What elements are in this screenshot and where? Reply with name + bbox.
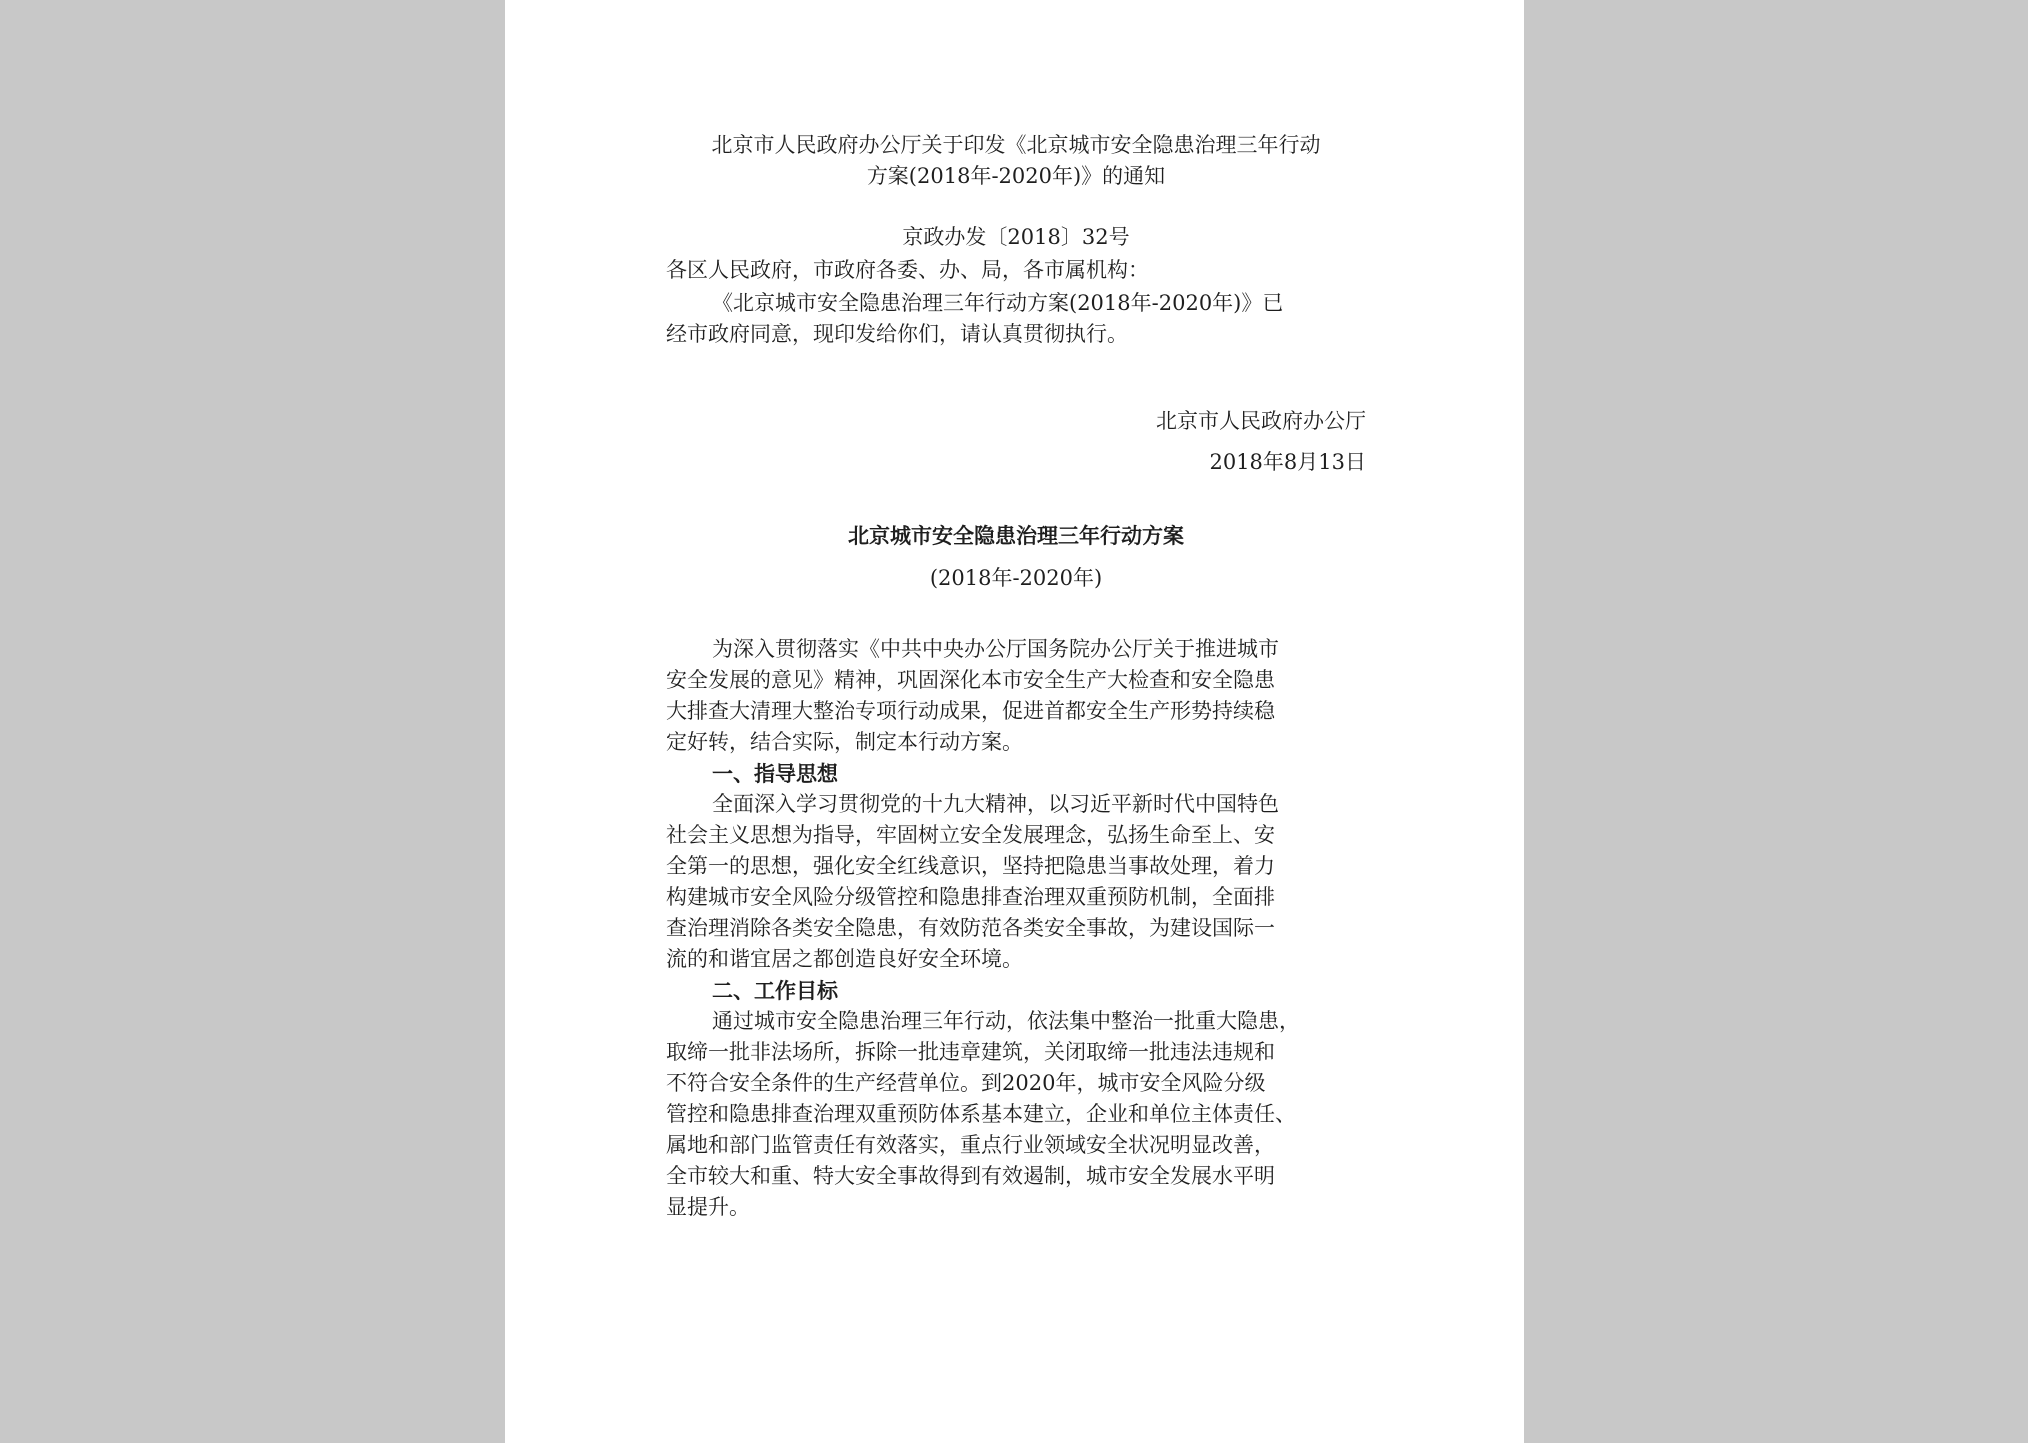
notice-title-line-1: 北京市人民政府办公厅关于印发《北京城市安全隐患治理三年行动	[711, 133, 1321, 157]
issue-date: 2018年8月13日	[1209, 450, 1366, 474]
section-1-line: 流的和谐宜居之都创造良好安全环境。	[666, 947, 1023, 971]
notice-title-line-2: 方案(2018年-2020年)》的通知	[866, 164, 1166, 188]
page-content	[666, 130, 1366, 1223]
section-2-line: 不符合安全条件的生产经营单位。到2020年，城市安全风险分级	[666, 1071, 1266, 1095]
recipients: 各区人民政府，市政府各委、办、局，各市属机构：	[666, 258, 1149, 282]
plan-title: 北京城市安全隐患治理三年行动方案	[848, 523, 1184, 548]
document-page	[505, 0, 1524, 1443]
notice-body-line-2: 经市政府同意，现印发给你们，请认真贯彻执行。	[666, 322, 1128, 346]
notice-body-line-1: 《北京城市安全隐患治理三年行动方案(2018年-2020年)》已	[712, 291, 1284, 315]
intro-line: 大排查大清理大整治专项行动成果，促进首都安全生产形势持续稳	[666, 699, 1275, 723]
section-1-line: 查治理消除各类安全隐患，有效防范各类安全事故，为建设国际一	[666, 916, 1275, 940]
intro-line: 安全发展的意见》精神，巩固深化本市安全生产大检查和安全隐患	[666, 668, 1275, 692]
section-1-paragraph	[666, 789, 1366, 975]
document-number: 京政办发〔2018〕32号	[902, 225, 1130, 249]
section-2-paragraph	[666, 1006, 1366, 1223]
section-2-line: 取缔一批非法场所，拆除一批违章建筑，关闭取缔一批违法违规和	[666, 1040, 1275, 1064]
section-1-line: 构建城市安全风险分级管控和隐患排查治理双重预防机制，全面排	[666, 885, 1275, 909]
section-1-line: 社会主义思想为指导，牢固树立安全发展理念，弘扬生命至上、安	[666, 823, 1275, 847]
section-2-line: 通过城市安全隐患治理三年行动，依法集中整治一批重大隐患，	[712, 1009, 1300, 1033]
section-2-line: 属地和部门监管责任有效落实，重点行业领域安全状况明显改善，	[666, 1133, 1275, 1157]
section-2-line: 管控和隐患排查治理双重预防体系基本建立，企业和单位主体责任、	[666, 1102, 1296, 1126]
section-2-heading: 二、工作目标	[712, 978, 838, 1003]
intro-line: 为深入贯彻落实《中共中央办公厅国务院办公厅关于推进城市	[712, 637, 1279, 661]
section-1-line: 全面深入学习贯彻党的十九大精神，以习近平新时代中国特色	[712, 792, 1279, 816]
plan-subtitle: (2018年-2020年)	[929, 566, 1103, 590]
section-2-line: 全市较大和重、特大安全事故得到有效遏制，城市安全发展水平明	[666, 1164, 1275, 1188]
section-1-line: 全第一的思想，强化安全红线意识，坚持把隐患当事故处理，着力	[666, 854, 1275, 878]
section-1-heading: 一、指导思想	[712, 761, 838, 786]
issuer: 北京市人民政府办公厅	[1156, 409, 1366, 433]
intro-line: 定好转，结合实际，制定本行动方案。	[666, 730, 1023, 754]
section-2-line: 显提升。	[666, 1195, 750, 1219]
intro-paragraph	[666, 634, 1366, 758]
